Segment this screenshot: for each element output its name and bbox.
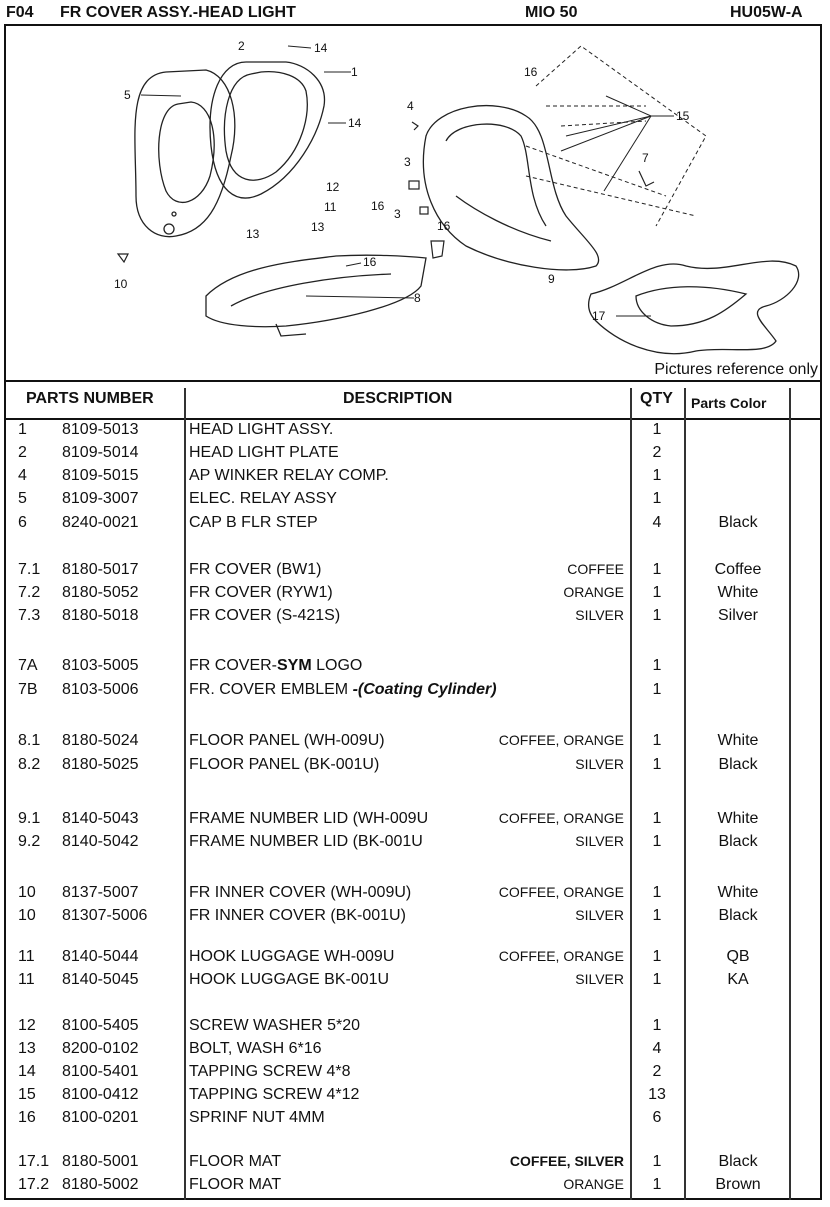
table-row [0,1176,830,1199]
part-color: Black [718,756,758,773]
part-description: SCREW WASHER 5*20 [189,1017,360,1034]
part-number: 8180-5018 [62,607,139,624]
part-description: HEAD LIGHT ASSY. [189,421,334,438]
floor-mat-drawing [589,261,799,354]
model-variant: ORANGE [563,1176,624,1192]
desc-part: FR. COVER EMBLEM [189,681,353,698]
part-description: FR COVER (S-421S) [189,607,341,624]
part-number: 8140-5044 [62,948,139,965]
table-row [0,1063,830,1086]
part-qty: 1 [652,561,662,578]
floor-panel-drawing [206,255,426,336]
part-color: Silver [717,607,758,624]
model-variant: SILVER [575,971,624,987]
item-index: 11 [18,948,35,965]
table-row [0,732,830,755]
part-description: FR INNER COVER (BK-001U) [189,907,406,924]
column-header-parts-number: PARTS NUMBER [26,390,154,407]
part-number: 8109-5013 [62,421,139,438]
part-qty: 1 [652,467,662,484]
table-row [0,756,830,779]
part-qty: 1 [652,732,662,749]
part-qty: 13 [648,1086,666,1103]
part-qty: 1 [652,884,662,901]
part-description: FRAME NUMBER LID (BK-001U [189,833,423,850]
part-number: 8240-0021 [62,514,139,531]
part-description: HOOK LUGGAGE BK-001U [189,971,390,988]
part-number: 8100-0412 [62,1086,139,1103]
small-parts [118,122,654,262]
callout: 2 [238,39,245,53]
item-index: 8.1 [18,732,41,749]
part-qty: 1 [652,490,662,507]
part-qty: 2 [652,444,662,461]
item-index: 17.1 [18,1153,50,1170]
construction-lines [526,46,706,226]
part-color: White [717,884,759,901]
part-qty: 1 [652,584,662,601]
part-qty: 1 [652,756,662,773]
part-qty: 4 [652,514,662,531]
headlight-assy-drawing [210,62,324,198]
part-number: 8100-5405 [62,1017,139,1034]
callout: 7 [642,151,649,165]
table-row [0,514,830,537]
part-qty: 1 [652,657,662,674]
part-description: TAPPING SCREW 4*12 [189,1086,360,1103]
part-color: Black [718,514,758,531]
part-number: 8180-5052 [62,584,139,601]
item-index: 9.2 [18,833,41,850]
part-number: 8180-5024 [62,732,139,749]
model-variant: COFFEE, ORANGE [498,884,624,900]
part-number: 8200-0102 [62,1040,139,1057]
table-row [0,561,830,584]
model-variant: ORANGE [563,584,624,600]
part-description: FR COVER (BW1) [189,561,322,578]
table-row [0,1017,830,1040]
exploded-parts-diagram [6,26,820,380]
callout: 12 [326,180,340,194]
part-qty: 1 [652,810,662,827]
item-index: 9.1 [18,810,41,827]
table-row [0,1109,830,1132]
table-row [0,584,830,607]
part-description: TAPPING SCREW 4*8 [189,1063,351,1080]
item-index: 7.2 [18,584,41,601]
part-number: 8180-5001 [62,1153,139,1170]
part-description: HEAD LIGHT PLATE [189,444,339,461]
part-description: FRAME NUMBER LID (WH-009U [189,810,429,827]
model-variant: SILVER [575,607,624,623]
desc-part: LOGO [311,657,363,674]
table-row [0,467,830,490]
part-qty: 1 [652,1017,662,1034]
table-row [0,1153,830,1176]
callout: 16 [524,65,538,79]
part-color: Coffee [714,561,762,578]
table-row [0,681,830,704]
part-color: Black [718,1153,758,1170]
part-description: FR INNER COVER (WH-009U) [189,884,412,901]
part-qty: 1 [652,421,662,438]
callout: 13 [246,227,260,241]
part-qty: 1 [652,971,662,988]
part-color: QB [726,948,750,965]
callout: 11 [324,200,337,214]
model-variant: SILVER [575,756,624,772]
item-index: 6 [18,514,27,531]
part-color: Brown [715,1176,761,1193]
part-qty: 6 [652,1109,662,1126]
part-number: 8109-5014 [62,444,139,461]
column-header-parts-color: Parts Color [691,395,767,411]
part-color: White [717,584,759,601]
desc-brand: SYM [277,657,312,674]
part-description [189,681,497,699]
part-qty: 1 [652,1176,662,1193]
part-description: AP WINKER RELAY COMP. [189,467,389,484]
callout: 16 [363,255,377,269]
table-row [0,810,830,833]
table-row [0,607,830,630]
item-index: 16 [18,1109,36,1126]
table-row [0,490,830,513]
part-number: 8103-5006 [62,681,139,698]
part-description: FLOOR PANEL (WH-009U) [189,732,385,749]
callout-labels [114,39,690,323]
part-color: White [717,810,759,827]
part-color: KA [727,971,749,988]
part-number: 81307-5006 [62,907,148,924]
callout: 3 [394,207,401,221]
part-color: Black [718,907,758,924]
callout: 1 [351,65,358,79]
callout: 10 [114,277,128,291]
part-description: FLOOR MAT [189,1176,282,1193]
pictures-note: Pictures reference only [654,361,818,378]
part-number: 8140-5043 [62,810,139,827]
part-description [189,657,362,675]
table-row [0,1040,830,1063]
callout: 8 [414,291,421,305]
part-number: 8180-5017 [62,561,139,578]
table-row [0,657,830,680]
item-index: 7.3 [18,607,41,624]
table-row [0,421,830,444]
part-color: White [717,732,759,749]
section-code: F04 [6,4,34,21]
desc-part: FR COVER- [189,657,277,674]
column-header-qty: QTY [640,390,673,407]
model-name: MIO 50 [525,4,578,21]
model-variant: COFFEE, ORANGE [498,810,624,826]
table-row [0,1086,830,1109]
part-qty: 1 [652,607,662,624]
item-index: 8.2 [18,756,41,773]
table-row [0,907,830,930]
table-row [0,971,830,994]
divider [4,380,822,382]
part-qty: 1 [652,681,662,698]
model-variant: COFFEE, SILVER [509,1153,624,1169]
part-qty: 4 [652,1040,662,1057]
part-number: 8137-5007 [62,884,139,901]
inner-cover-drawing [423,106,598,270]
part-number: 8180-5002 [62,1176,139,1193]
part-qty: 1 [652,948,662,965]
part-description: CAP B FLR STEP [189,514,318,531]
model-variant: COFFEE, ORANGE [498,732,624,748]
item-index: 17.2 [18,1176,50,1193]
page-header [0,2,830,24]
part-number: 8100-0201 [62,1109,139,1126]
part-qty: 2 [652,1063,662,1080]
callout: 16 [437,219,451,233]
part-number: 8100-5401 [62,1063,139,1080]
callout: 4 [407,99,414,113]
part-qty: 1 [652,1153,662,1170]
item-index: 5 [18,490,27,507]
item-index: 10 [18,884,36,901]
desc-note: -(Coating Cylinder) [352,681,497,698]
part-number: 8103-5005 [62,657,139,674]
item-index: 11 [18,971,35,988]
table-row [0,833,830,856]
part-description: HOOK LUGGAGE WH-009U [189,948,395,965]
part-description: FR COVER (RYW1) [189,584,333,601]
callout: 13 [311,220,325,234]
model-variant: COFFEE, ORANGE [498,948,624,964]
callout: 15 [676,109,690,123]
header-divider [4,418,822,420]
part-qty: 1 [652,907,662,924]
table-row [0,948,830,971]
item-index: 14 [18,1063,36,1080]
part-number: 8109-5015 [62,467,139,484]
table-row [0,884,830,907]
item-index: 10 [18,907,36,924]
model-variant: SILVER [575,907,624,923]
item-index: 15 [18,1086,36,1103]
part-qty: 1 [652,833,662,850]
model-variant: COFFEE [567,561,624,577]
part-number: 8140-5045 [62,971,139,988]
part-number: 8109-3007 [62,490,139,507]
callout: 17 [592,309,606,323]
callout: 5 [124,88,131,102]
part-description: FLOOR PANEL (BK-001U) [189,756,380,773]
callout: 14 [348,116,362,130]
callout: 16 [371,199,385,213]
table-row [0,444,830,467]
item-index: 2 [18,444,27,461]
part-description: BOLT, WASH 6*16 [189,1040,322,1057]
item-index: 12 [18,1017,36,1034]
item-index: 1 [18,421,27,438]
part-description: ELEC. RELAY ASSY [189,490,337,507]
callout: 3 [404,155,411,169]
part-color: Black [718,833,758,850]
model-variant: SILVER [575,833,624,849]
item-index: 13 [18,1040,36,1057]
item-index: 7B [18,681,38,698]
column-header-description: DESCRIPTION [343,390,453,407]
model-code: HU05W-A [730,4,803,21]
part-description: SPRINF NUT 4MM [189,1109,325,1126]
page-title: FR COVER ASSY.-HEAD LIGHT [60,4,296,21]
part-number: 8140-5042 [62,833,139,850]
callout: 9 [548,272,555,286]
part-description: FLOOR MAT [189,1153,282,1170]
item-index: 7.1 [18,561,41,578]
callout: 14 [314,41,328,55]
part-number: 8180-5025 [62,756,139,773]
item-index: 4 [18,467,27,484]
item-index: 7A [18,657,38,674]
